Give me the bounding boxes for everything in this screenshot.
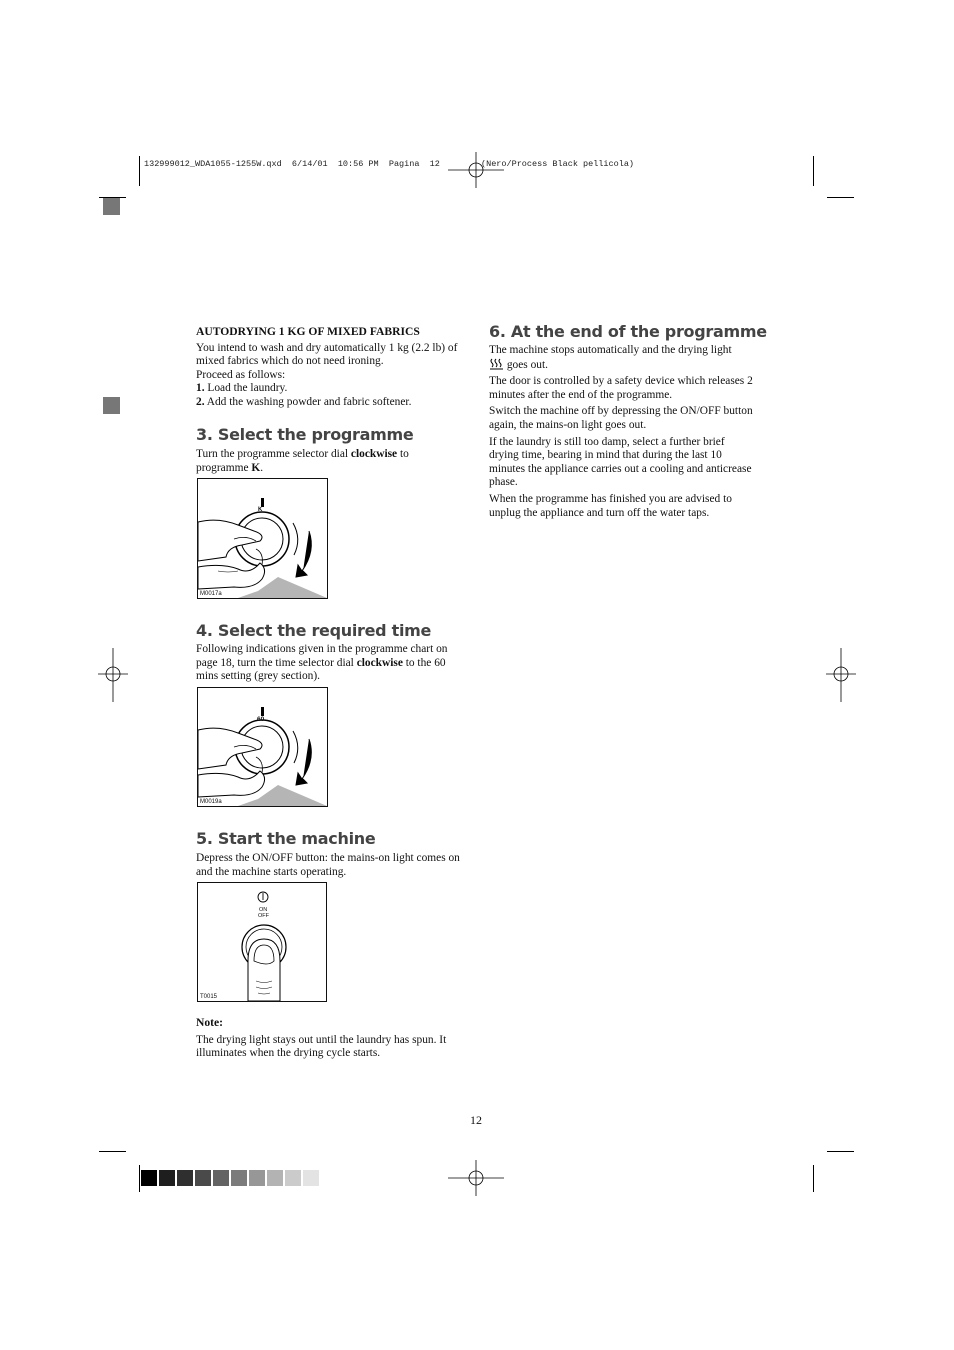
button-illustration	[198, 883, 326, 1001]
step-1	[196, 382, 468, 396]
crop-mark	[139, 156, 140, 186]
crop-mark	[99, 1151, 126, 1152]
section-5-title: 5. Start the machine	[196, 829, 376, 848]
drying-light-icon	[489, 358, 504, 370]
crop-mark	[139, 1165, 140, 1192]
color-swatch	[195, 1170, 211, 1186]
figure-code: T0015	[200, 994, 218, 1000]
section-4-text-bold: clockwise	[356, 656, 403, 669]
figure-dial-programme	[197, 478, 328, 599]
step-1-number: 1.	[196, 382, 205, 395]
registration-mark	[448, 1158, 504, 1198]
dial-illustration	[198, 688, 327, 806]
section-4-text-c: to the 60 mins setting (grey section).	[196, 656, 446, 683]
color-swatch	[267, 1170, 283, 1186]
color-swatch	[231, 1170, 247, 1186]
crop-mark	[813, 156, 814, 186]
right-column	[489, 344, 757, 523]
paragraph-unplug: When the programme has finished you are advised to unplug the appliance and turn off the water taps.	[489, 492, 732, 519]
figure-on-off-button	[197, 882, 327, 1002]
section-5-text: Depress the ON/OFF button: the mains-on light comes on and the machine starts operating.	[196, 852, 460, 878]
autodrying-proceed: Proceed as follows:	[196, 368, 286, 381]
paragraph-stop-b: goes out.	[504, 358, 548, 371]
dial-label-60: 60	[257, 716, 265, 723]
paragraph-stop-a: The machine stops automatically and the drying light	[489, 344, 732, 356]
dial-label-k: K	[258, 507, 263, 513]
section-6-title: 6. At the end of the programme	[489, 322, 767, 341]
section-4-text-a: Following indications given in the programme chart on page 18, turn the time selector dial	[196, 643, 448, 669]
paragraph-switch-off: Switch the machine off by depressing the ON/OFF button again, the mains-on light goes out.	[489, 405, 753, 431]
color-swatch	[303, 1170, 319, 1186]
crop-mark	[813, 1165, 814, 1192]
left-column	[196, 325, 468, 410]
step-2	[196, 396, 468, 410]
step-2-number: 2.	[196, 395, 205, 408]
section-3-text-bold: clockwise	[350, 448, 398, 460]
dial-illustration	[198, 479, 327, 598]
figure-dial-time	[197, 687, 328, 807]
registration-mark	[448, 150, 504, 190]
paragraph-stop	[489, 344, 757, 372]
autodrying-title: AUTODRYING 1 KG OF MIXED FABRICS	[196, 325, 420, 338]
page-number: 12	[470, 1113, 482, 1127]
on-label: ON	[259, 907, 268, 913]
section-4-text	[196, 643, 460, 684]
figure-code: M0019a	[200, 799, 222, 805]
crop-mark	[827, 1151, 854, 1152]
section-3-programme-k: K	[251, 461, 261, 474]
paragraph-damp: If the laundry is still too damp, select a further brief drying time, bearing in mind that during the last 10 minutes the appliance carries out a cooling and anticrease phase.	[489, 435, 752, 489]
note-title: Note:	[196, 1016, 224, 1029]
figure-code: M0017a	[200, 591, 222, 597]
color-swatch	[159, 1170, 175, 1186]
registration-mark	[98, 648, 128, 702]
color-swatch	[213, 1170, 229, 1186]
section-3-text	[196, 448, 458, 475]
step-1-text: Load the laundry.	[204, 382, 288, 395]
autodrying-text: You intend to wash and dry automatically 1 kg (2.2 lb) of mixed fabrics which do not need ironing.	[196, 341, 458, 368]
section-3-title: 3. Select the programme	[196, 425, 414, 444]
slug-line: 132999012_WDA1055-1255W.qxd 6/14/01 10:56 PM Pagina 12	[144, 159, 440, 169]
gray-marker	[103, 397, 120, 414]
paragraph-door: The door is controlled by a safety device which releases 2 minutes after the end of the programme.	[489, 375, 753, 401]
color-swatch	[249, 1170, 265, 1186]
gray-marker	[103, 198, 120, 215]
off-label: OFF	[258, 913, 269, 919]
color-swatch	[141, 1170, 157, 1186]
color-swatch	[177, 1170, 193, 1186]
slug-line-right: (Nero/Process Black pellicola)	[481, 159, 635, 169]
crop-mark	[827, 197, 854, 198]
step-2-text: Add the washing powder and fabric softener.	[204, 395, 412, 408]
registration-mark	[826, 648, 856, 702]
section-4-title: 4. Select the required time	[196, 621, 432, 640]
note-block	[196, 1016, 468, 1061]
color-swatch	[285, 1170, 301, 1186]
section-3-text-a: Turn the programme selector dial	[196, 448, 351, 460]
note-text: The drying light stays out until the laundry has spun. It illuminates when the drying cycle starts.	[196, 1033, 447, 1060]
section-3-text-c: to programme	[196, 448, 409, 474]
section-3-text-e: .	[260, 461, 264, 474]
